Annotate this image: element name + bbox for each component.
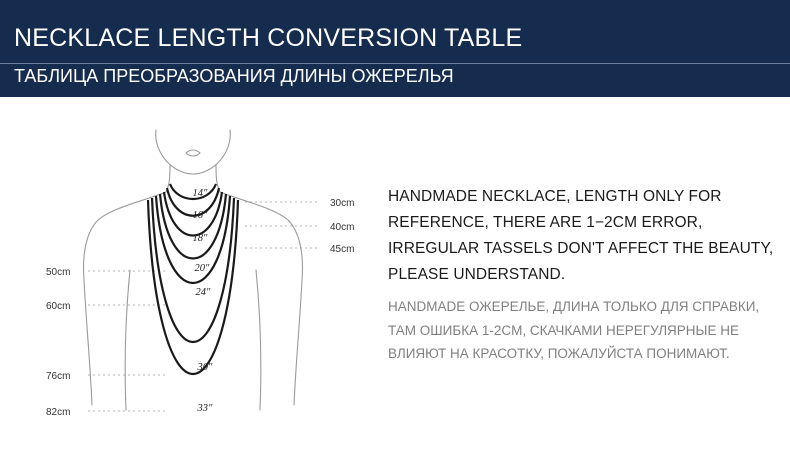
title-banner [0, 0, 790, 97]
necklace-20-inch [160, 194, 226, 259]
cm-label-30: 30cm [330, 198, 355, 209]
cm-label-82: 82cm [46, 407, 71, 418]
arm-left-outline [125, 270, 130, 410]
title-russian: ТАБЛИЦА ПРЕОБРАЗОВАНИЯ ДЛИНЫ ОЖЕРЕЛЬЯ [14, 66, 454, 86]
arm-right-outline [256, 270, 261, 410]
inch-label-30: 30" [197, 362, 213, 373]
cm-label-45: 45cm [330, 244, 355, 255]
inch-label-20: 20" [194, 263, 210, 274]
inch-label-33: 33" [197, 403, 213, 414]
inch-label-16: 16" [192, 210, 208, 221]
inch-label-14: 14" [192, 188, 208, 199]
cm-label-50: 50cm [46, 267, 71, 278]
note-english: HANDMADE NECKLACE, LENGTH ONLY FOR REFERENCE, THERE ARE 1−2CM ERROR, IRREGULAR TASSELS DON'T AFFECT THE BEAUTY, PLEASE UNDERSTAND. [388, 188, 774, 283]
title-english: NECKLACE LENGTH CONVERSION TABLE [14, 24, 523, 52]
head-outline [156, 130, 231, 174]
lips-icon [186, 150, 200, 156]
inch-label-18: 18" [192, 233, 208, 244]
cm-label-60: 60cm [46, 301, 71, 312]
cm-label-40: 40cm [330, 222, 355, 233]
diagram-svg [20, 120, 390, 430]
inch-label-24: 24" [195, 287, 211, 298]
note-russian: HANDMADE ОЖЕРЕЛЬЕ, ДЛИНА ТОЛЬКО ДЛЯ СПРАВКИ, ТАМ ОШИБКА 1-2CM, СКАЧКАМИ НЕРЕГУЛЯРНЫЕ НЕ ВЛИЯЮТ НА КРАСОТКУ, ПОЖАЛУЙСТА ПОНИМАЮТ. [388, 299, 760, 361]
cm-label-76: 76cm [46, 371, 71, 382]
banner-divider [0, 63, 790, 64]
necklace-length-diagram [20, 120, 390, 430]
